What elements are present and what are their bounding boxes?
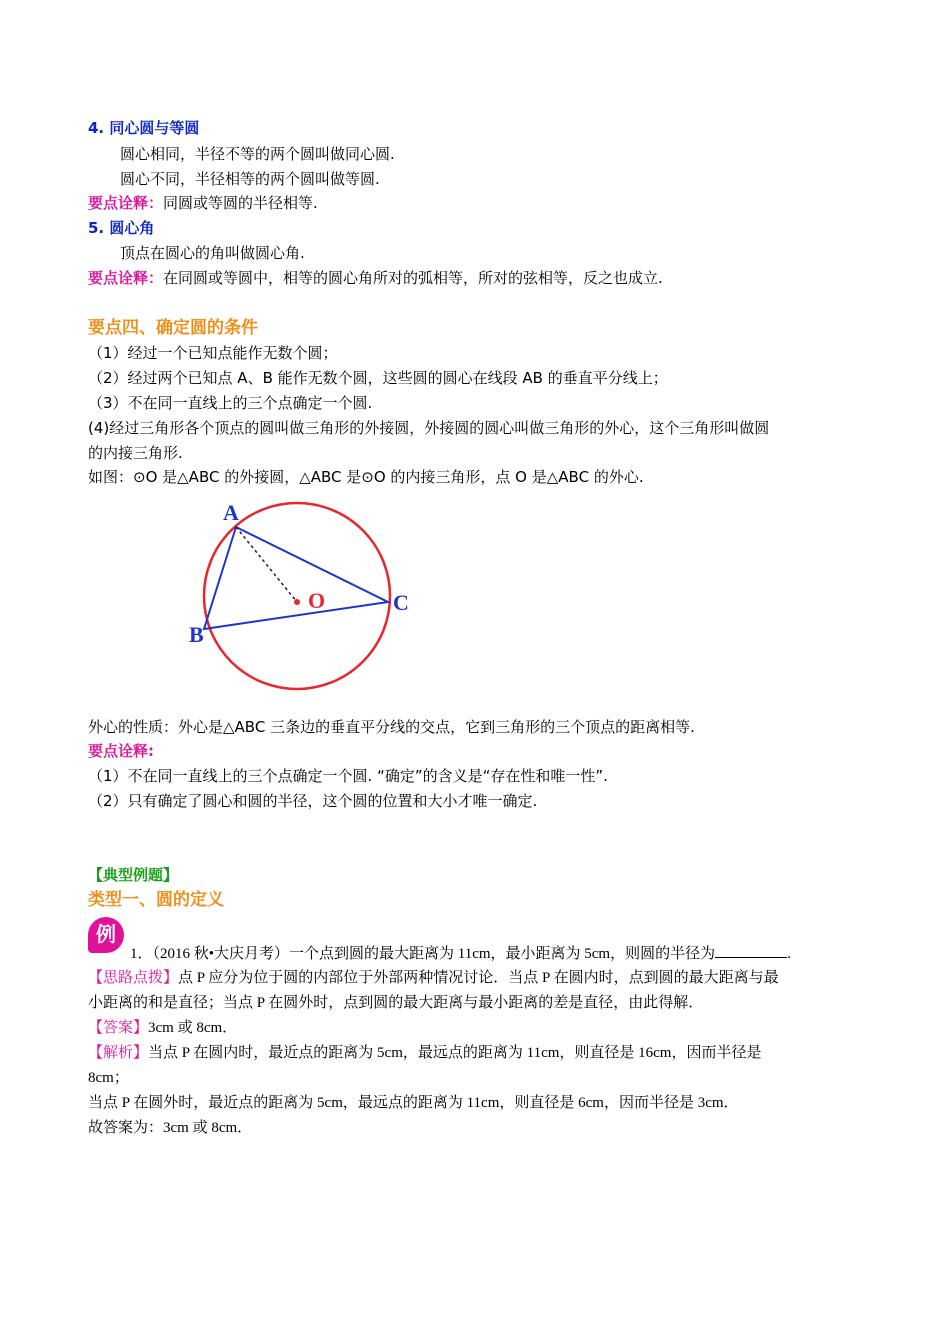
analysis-line-3: 当点 P 在圆外时，最近点的距离为 5cm，最远点的距离为 11cm，则直径是 6cm，因而半径是 3cm． (88, 1095, 739, 1111)
vertex-label-c: C (393, 590, 409, 615)
analysis-text-1: 当点 P 在圆内时，最近点的距离为 5cm，最远点的距离为 11cm，则直径是 16cm，因而半径是 (148, 1045, 762, 1061)
hint-label: 【思路点拨】 (88, 970, 179, 986)
triangle-abc (204, 527, 388, 629)
analysis-line-1 (88, 1043, 761, 1063)
vertex-label-a: A (223, 500, 239, 525)
answer-blank (715, 943, 787, 958)
analysis-label: 【解析】 (88, 1045, 149, 1061)
circumcenter-property: 外心的性质：外心是△ABC 三条边的垂直平分线的交点，它到三角形的三个顶点的距离相等. (88, 718, 695, 736)
condition-item-4-line1: (4)经过三角形各个顶点的圆叫做三角形的外接圆，外接圆的圆心叫做三角形的外心，这个三角形叫做圆 (88, 419, 770, 437)
point-4-heading: 要点四、确定圆的条件 (88, 318, 258, 338)
example-badge: 例 (88, 917, 124, 953)
condition-item-4-line2: 的内接三角形. (88, 444, 183, 462)
condition-item-2: （2）经过两个已知点 A、B 能作无数个圆，这些圆的圆心在线段 AB 的垂直平分线上； (88, 369, 668, 387)
condition-item-1: （1）经过一个已知点能作无数个圆； (88, 344, 338, 362)
example-1-question (130, 943, 791, 964)
hint-line-2: 小距离的和是直径；当点 P 在圆外时，点到圆的最大距离与最小距离的差是直径，由此得解． (88, 995, 704, 1011)
point-4-note-1: （1）不在同一直线上的三个点确定一个圆. “确定”的含义是“存在性和唯一性”. (88, 767, 608, 785)
hint-line-1 (88, 968, 779, 988)
section-5-note (88, 268, 663, 288)
hint-text-1: 点 P 应分为位于圆的内部位于外部两种情况讨论．当点 P 在圆内时，点到圆的最大距离与最 (178, 970, 779, 986)
concentric-definition: 圆心相同，半径不等的两个圆叫做同心圆. (120, 145, 395, 163)
answer-text: 3cm 或 8cm． (148, 1020, 238, 1036)
figure-description: 如图：⊙O 是△ABC 的外接圆，△ABC 是⊙O 的内接三角形，点 O 是△ABC 的外心. (88, 468, 644, 486)
vertex-label-b: B (189, 622, 204, 647)
point-4-note-label: 要点诠释: (88, 742, 154, 760)
question-text: 1．（2016 秋•大庆月考）一个点到圆的最大距离为 11cm，最小距离为 5cm，则圆的半径为 (130, 946, 716, 962)
answer-label: 【答案】 (88, 1020, 149, 1036)
answer-line (88, 1018, 237, 1038)
note-text: 同圆或等圆的半径相等. (163, 194, 318, 212)
center-label-o: O (308, 588, 326, 613)
note-text: 在同圆或等圆中，相等的圆心角所对的弧相等，所对的弦相等，反之也成立. (163, 269, 663, 287)
analysis-line-2: 8cm； (88, 1070, 129, 1086)
section-4-heading: 4. 同心圆与等圆 (88, 119, 200, 137)
central-angle-definition: 顶点在圆心的角叫做圆心角. (120, 244, 305, 262)
center-point (294, 599, 300, 605)
analysis-line-4: 故答案为：3cm 或 8cm． (88, 1120, 253, 1136)
condition-item-3: （3）不在同一直线上的三个点确定一个圆. (88, 394, 373, 412)
circumcircle (204, 503, 390, 689)
note-label: 要点诠释： (88, 194, 164, 212)
section-4-note (88, 193, 318, 213)
type-1-heading: 类型一、圆的定义 (88, 890, 224, 910)
point-4-note-2: （2）只有确定了圆心和圆的半径，这个圆的位置和大小才唯一确定. (88, 792, 538, 810)
question-end: . (787, 946, 791, 962)
note-label: 要点诠释： (88, 269, 164, 287)
radius-oa (236, 527, 297, 602)
typical-examples-heading: 【典型例题】 (88, 866, 179, 884)
equal-circle-definition: 圆心不同，半径相等的两个圆叫做等圆. (120, 170, 380, 188)
circumcircle-figure (180, 495, 430, 695)
section-5-heading: 5. 圆心角 (88, 219, 155, 237)
